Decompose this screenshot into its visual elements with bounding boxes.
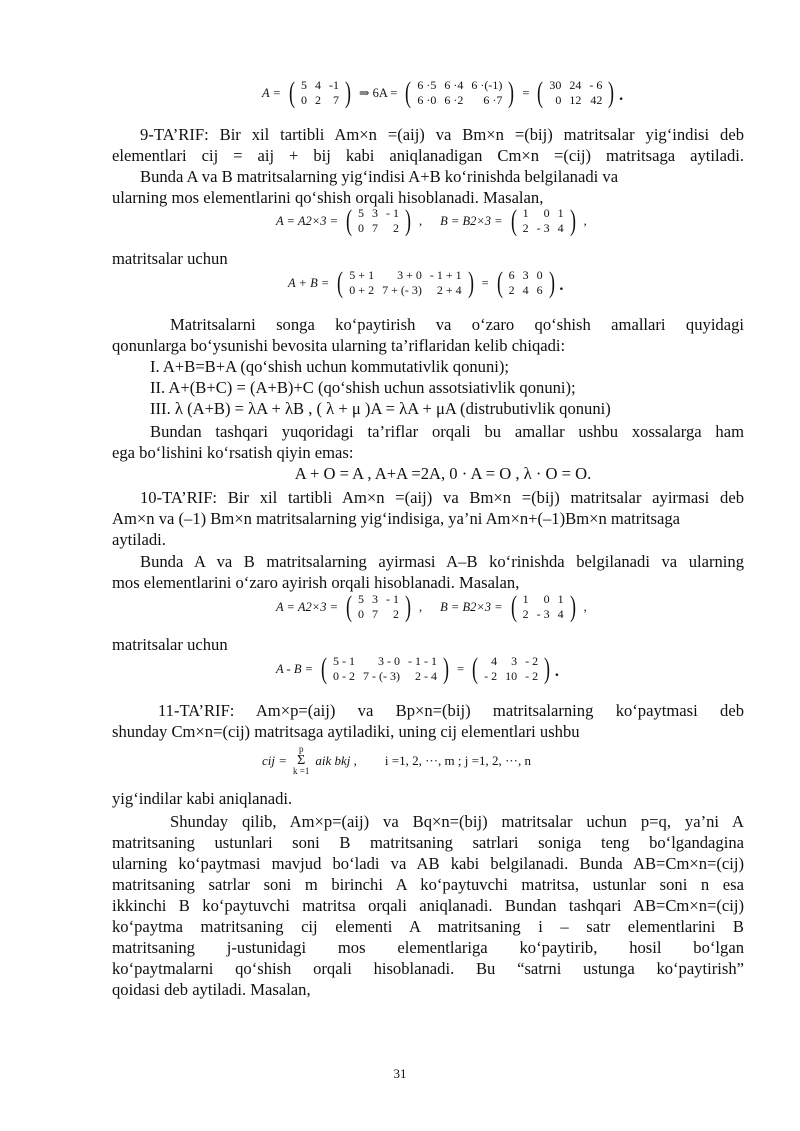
paragraph-line: yig‘indilar kabi aniqlanadi.	[112, 789, 293, 808]
matrix-cell: 0	[358, 221, 364, 235]
separator: ,	[419, 213, 423, 228]
equation-lhs: A + B =	[288, 275, 330, 290]
matrix-row	[354, 206, 403, 221]
matrix-row	[297, 78, 343, 93]
matrix-b: ( 1 0 1 2 - 3 4 )	[510, 590, 576, 623]
matrix-row	[480, 654, 542, 669]
matrix-cell: 0	[300, 93, 307, 107]
matrix-cell: 7 - (- 3)	[363, 669, 401, 683]
matrix-cell: 1	[557, 592, 564, 606]
matrix-cell: 3	[372, 592, 378, 606]
matrix-b-cells	[519, 592, 568, 622]
matrix-a: ( 5 3 - 1 0 7 2 )	[346, 590, 411, 623]
paragraph-line: ko‘paytmalarni qo‘shish orqali hisoblanadi. Bu “satrni ustunga ko‘paytirish”	[112, 959, 744, 978]
matrix-cell: 2	[314, 93, 321, 107]
paragraph-line: ikkinchi B ko‘paytuvchi matritsa orqali aniqlanadi. Bundan tashqari AB=Cm×n=(cij)	[112, 896, 744, 915]
matrix-cell: 7	[372, 221, 378, 235]
law-1: I. A+B=B+A (qo‘shish uchun kommutativlik qonuni);	[150, 357, 510, 376]
matrix-cell: 6	[536, 283, 543, 297]
matrix-b-cells	[519, 206, 568, 236]
matrix-a-label: A = A2×3 =	[276, 213, 338, 228]
matrix-cell: 5	[358, 592, 364, 606]
matrix-cell: 2	[393, 221, 399, 235]
equation-end: .	[618, 80, 624, 105]
matrix-cell: 3	[511, 654, 518, 668]
law-2: II. A+(B+C) = (A+B)+C (qo‘shish uchun assotsiativlik qonuni);	[150, 378, 576, 397]
matrix-row	[329, 654, 441, 669]
equation-arrow: ⇒ 6A =	[358, 86, 398, 100]
equation-matrix-sum	[284, 268, 564, 298]
equation-product-element	[258, 744, 535, 777]
equation-end: ,	[583, 599, 587, 614]
matrix-cell: 6 ·4	[444, 78, 464, 92]
matrix-cell: - 2	[484, 669, 498, 683]
matrix-cell: 1	[522, 592, 529, 606]
matrix-6a-result-cells	[545, 78, 606, 108]
separator: ,	[419, 599, 423, 614]
page-number: 31	[393, 1066, 407, 1081]
matrix-cell: 5	[300, 78, 307, 92]
definition-10-line-3: aytiladi.	[112, 530, 166, 549]
paragraph-line: Bunda A va B matritsalarning ayirmasi A–B ko‘rinishda belgilanadi va ularning	[140, 552, 744, 571]
matrix-difference-expanded: ( 5 - 1 3 - 0 - 1 - 1 0 - 2 7 - (- 3) 2 - 4 )	[321, 652, 450, 685]
equation-matrix-difference	[272, 654, 560, 684]
matrix-cell: - 1	[386, 592, 399, 606]
paragraph-line: Bunda A va B matritsalarning yig‘indisi A+B ko‘rinishda belgilanadi va	[140, 167, 619, 186]
matrix-cell: 7	[372, 607, 378, 621]
matrix-b: ( 1 0 1 2 - 3 4 )	[510, 204, 576, 237]
matrix-cell: 0	[555, 93, 562, 107]
equation-scalar-multiplication	[258, 78, 624, 108]
summation-upper-limit: p	[298, 744, 304, 754]
matrix-cell: 10	[505, 669, 518, 683]
matrix-cell: 5	[358, 206, 364, 220]
matrix-row	[345, 268, 465, 283]
summation-term: aik bkj ,	[315, 752, 357, 768]
matrix-cell: 3	[372, 206, 378, 220]
matrix-cell: 2	[522, 221, 529, 235]
matrix-difference-result-cells	[480, 654, 542, 684]
matrix-cell: 2	[522, 607, 529, 621]
matrix-row	[545, 78, 606, 93]
definition-11-line-2: shunday Cm×n=(cij) matritsaga aytiladiki, uning cij elementlari ushbu	[112, 722, 580, 741]
matrix-difference-expanded-cells	[329, 654, 441, 684]
matrix-row	[505, 283, 547, 298]
equals-sign: =	[457, 661, 465, 676]
matrix-cell: 4	[491, 654, 498, 668]
matrix-cell: 7 + (- 3)	[382, 283, 422, 297]
matrix-a-cells	[354, 592, 403, 622]
equation-lhs: A =	[262, 85, 281, 100]
paragraph-line: qonunlarga bo‘ysunishi bevosita ularning ta’riflaridan kelib chiqadi:	[112, 336, 566, 355]
matrix-cell: 2 - 4	[415, 669, 438, 683]
matrix-cell: 4	[522, 283, 529, 297]
matrix-cell: 3 + 0	[397, 268, 422, 282]
paragraph-line: matritsaning satrlar soni m birinchi A ko‘paytuvchi matritsa, ustunlar soni n esa	[112, 875, 744, 894]
matrix-cell: 42	[590, 93, 603, 107]
matrix-cell: 0	[543, 206, 550, 220]
matrix-cell: 12	[569, 93, 582, 107]
summation-lower-limit: k =1	[293, 766, 310, 776]
matrix-row	[519, 206, 568, 221]
matrix-row	[354, 592, 403, 607]
matrix-cell: - 1 + 1	[429, 268, 462, 282]
matrix-row	[519, 221, 568, 236]
matrix-cell: - 2	[525, 669, 539, 683]
paragraph-line: ularning mos elementlarini qo‘shish orqali hisoblanadi. Masalan,	[112, 188, 544, 207]
paragraph-line: matritsaning j-ustunidagi mos elementlariga ko‘paytirib, hosil bo‘lgan	[112, 938, 744, 957]
paragraph-line: Shunday qilib, Am×p=(aij) va Bq×n=(bij) matritsalar uchun p=q, ya’ni A	[170, 812, 744, 831]
equation-lhs: cij =	[262, 752, 288, 768]
definition-10-line-2: Am×n va (–1) Bm×n matritsalarning yig‘indisiga, ya’ni Am×n+(–1)Bm×n matritsaga	[112, 509, 681, 528]
equals-sign: =	[522, 85, 530, 100]
paragraph-line: Matritsalarni songa ko‘paytirish va o‘zaro qo‘shish amallari quyidagi	[170, 315, 744, 334]
matrix-cell: 6 ·5	[417, 78, 437, 92]
definition-10-line-1: 10-TA’RIF: Bir xil tartibli Am×n =(aij) va Bm×n =(bij) matritsalar ayirmasi deb	[140, 488, 744, 507]
definition-11-line-1: 11-TA’RIF: Am×p=(aij) va Bp×n=(bij) matritsalarning ko‘paytmasi deb	[158, 701, 744, 720]
matrix-a: ( 5 3 - 1 0 7 2 )	[346, 204, 411, 237]
equation-end: ,	[583, 213, 587, 228]
matrix-a: ( 5 4 -1 0 2 7 )	[288, 76, 351, 109]
matrix-cell: 3 - 0	[378, 654, 401, 668]
matrix-cell: 2	[508, 283, 515, 297]
equation-lhs: A - B =	[276, 661, 314, 676]
matrix-sum-expanded-cells	[345, 268, 465, 298]
matrix-a-cells	[297, 78, 343, 108]
matrix-sum-result-cells	[505, 268, 547, 298]
matrix-row	[545, 93, 606, 108]
matrix-cell: 0 + 2	[349, 283, 375, 297]
matrix-row	[505, 268, 547, 283]
matrix-cell: 4	[557, 221, 564, 235]
equation-matrices-a-b-2	[272, 592, 591, 622]
matrix-cell: 1	[522, 206, 529, 220]
matrix-row	[413, 93, 506, 108]
matrix-cell: - 3	[536, 221, 550, 235]
matrix-cell: - 1 - 1	[408, 654, 438, 668]
matrix-row	[345, 283, 465, 298]
matrix-cell: - 3	[536, 607, 550, 621]
matrix-row	[519, 592, 568, 607]
summation-sign: Σ	[297, 753, 306, 768]
paragraph-line: ko‘paytma matritsaning cij elementi A matritsaning i – satr elementlarini B	[112, 917, 744, 936]
matrix-cell: 5 + 1	[349, 268, 375, 282]
definition-9-line-2: elementlari cij = aij + bij kabi aniqlanadigan Cm×n =(cij) matritsaga aytiladi.	[112, 146, 744, 165]
matrix-cell: 0	[543, 592, 550, 606]
matrix-a-label: A = A2×3 =	[276, 599, 338, 614]
matrix-cell: - 6	[589, 78, 603, 92]
matrix-cell: 1	[557, 206, 564, 220]
matrix-cell: 4	[314, 78, 321, 92]
paragraph-line: mos elementlarini o‘zaro ayirish orqali hisoblanadi. Masalan,	[112, 573, 520, 592]
matrix-cell: - 2	[525, 654, 539, 668]
matrix-cell: 5 - 1	[333, 654, 356, 668]
matrix-cell: 6 ·7	[483, 93, 503, 107]
matrix-a-cells	[354, 206, 403, 236]
law-3: III. λ (A+B) = λA + λB , ( λ + μ )A = λA + μA (distrubutivlik qonuni)	[150, 399, 611, 418]
definition-9-line-1: 9-TA’RIF: Bir xil tartibli Am×n =(aij) va Bm×n =(bij) matritsalar yig‘indisi deb	[140, 125, 744, 144]
matrix-6a-expanded: ( 6 ·5 6 ·4 6 ·(-1) 6 ·0 6 ·2 6 ·7 )	[405, 76, 515, 109]
matrix-difference-result: ( 4 3 - 2 - 2 10 - 2 )	[472, 652, 551, 685]
properties-line: A + O = A , A+A =2A, 0 · A = O , λ · O = O.	[294, 464, 592, 483]
paragraph-line: Bundan tashqari yuqoridagi ta’riflar orqali bu amallar ushbu xossalarga ham	[150, 422, 744, 441]
matrix-b-label: B = B2×3 =	[440, 599, 503, 614]
matrix-cell: 6	[508, 268, 515, 282]
equation-matrices-a-b	[272, 206, 591, 236]
index-range: i =1, 2, ···, m ; j =1, 2, ···, n	[384, 752, 531, 768]
matrix-row	[354, 221, 403, 236]
matrix-row	[413, 78, 506, 93]
matrix-cell: 6 ·(-1)	[471, 78, 503, 92]
matrix-cell: 0	[536, 268, 543, 282]
matrix-cell: 6 ·0	[417, 93, 437, 107]
matrix-row	[519, 607, 568, 622]
paragraph-line: ularning ko‘paytmasi mavjud bo‘ladi va AB kabi belgilanadi. Bunda AB=Cm×n=(cij)	[112, 854, 744, 873]
matrix-cell: -1	[328, 78, 339, 92]
equals-sign: =	[481, 275, 489, 290]
paragraph-line: matritsalar uchun	[112, 635, 228, 654]
matrix-cell: 0	[358, 607, 364, 621]
paragraph-line: ega bo‘lishini ko‘rsatish qiyin emas:	[112, 443, 354, 462]
matrix-row	[354, 607, 403, 622]
matrix-sum-result: ( 6 3 0 2 4 6 )	[496, 266, 555, 299]
matrix-cell: 30	[549, 78, 562, 92]
matrix-sum-expanded: ( 5 + 1 3 + 0 - 1 + 1 0 + 2 7 + (- 3) 2 + 4 )	[337, 266, 474, 299]
matrix-6a-cells	[413, 78, 506, 108]
equation-end: .	[554, 656, 560, 681]
matrix-cell: 2 + 4	[436, 283, 462, 297]
matrix-cell: 3	[522, 268, 529, 282]
matrix-row	[480, 669, 542, 684]
paragraph-line: matritsaning ustunlari soni B matritsaning satrlari soniga teng bo‘lgandagina	[112, 833, 744, 852]
matrix-cell: 7	[332, 93, 339, 107]
matrix-cell: 4	[557, 607, 564, 621]
matrix-cell: - 1	[386, 206, 399, 220]
matrix-cell: 2	[393, 607, 399, 621]
matrix-cell: 24	[569, 78, 582, 92]
summation-symbol	[293, 744, 309, 777]
matrix-cell: 6 ·2	[444, 93, 464, 107]
matrix-cell: 0 - 2	[333, 669, 356, 683]
matrix-b-label: B = B2×3 =	[440, 213, 503, 228]
paragraph-line: matritsalar uchun	[112, 249, 228, 268]
matrix-row	[297, 93, 343, 108]
matrix-row	[329, 669, 441, 684]
equation-end: .	[558, 270, 565, 295]
matrix-6a-result: ( 30 24 - 6 0 12 42 )	[537, 76, 615, 109]
paragraph-line: qoidasi deb aytiladi. Masalan,	[112, 980, 311, 999]
